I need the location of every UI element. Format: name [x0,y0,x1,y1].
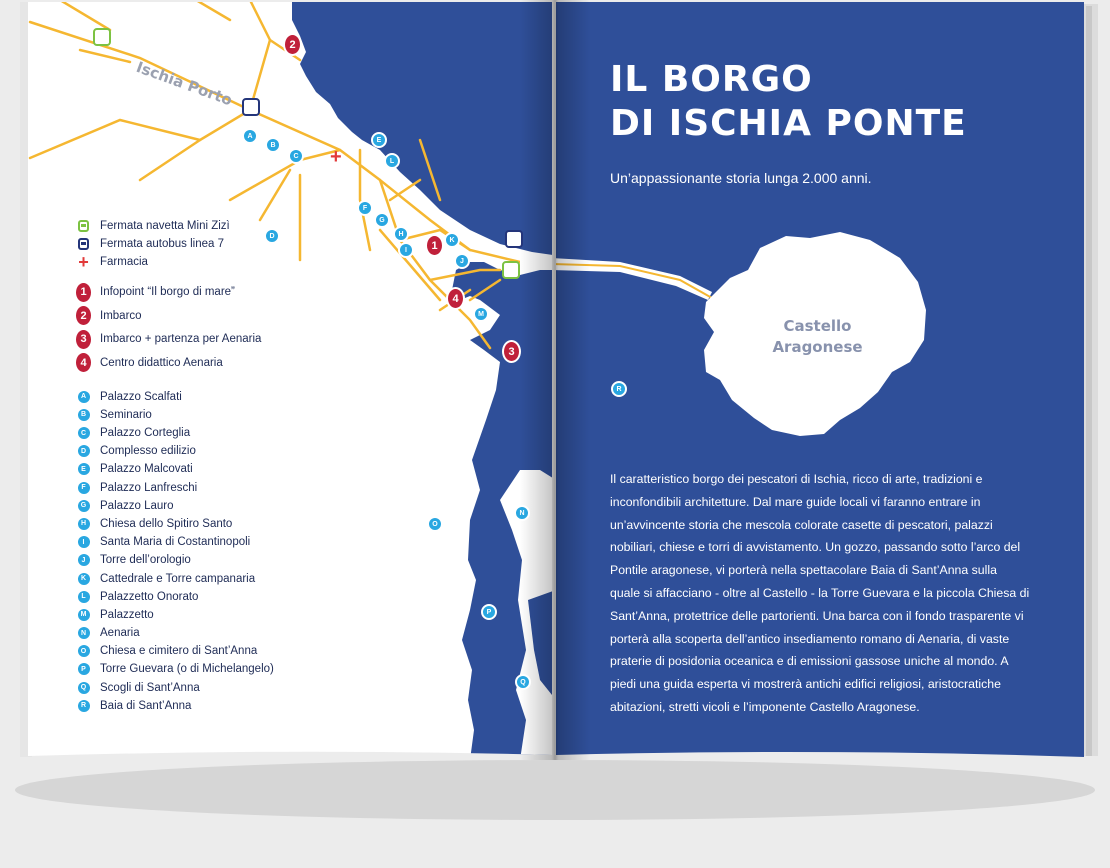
legend-row-lettered [76,515,336,533]
map-poi-f[interactable]: F [357,200,373,216]
legend-label: Palazzo Lanfreschi [100,481,198,494]
legend-row-lettered [76,388,336,406]
legend-row-numbered [76,281,336,305]
letter-badge-icon: H [76,516,91,531]
map-poi-h[interactable]: H [393,226,409,242]
legend-label: Imbarco [100,309,142,322]
letter-badge-icon: G [76,498,91,513]
legend-row-lettered [76,479,336,497]
legend-label: Fermata navetta Mini Zizì [100,220,230,233]
legend-label: Farmacia [100,256,148,269]
map-poi-i[interactable]: I [398,242,414,258]
legend-lettered [76,388,336,715]
legend-label: Complesso edilizio [100,445,196,458]
legend-row-lettered [76,588,336,606]
legend-label: Torre Guevara (o di Michelangelo) [100,663,274,676]
title-line2: DI ISCHIA PONTE [610,103,967,144]
bus-icon [76,237,91,252]
legend-row-service [76,217,336,235]
map-point-3[interactable]: 3 [502,340,521,363]
legend-row-lettered [76,551,336,569]
map-point-4[interactable]: 4 [446,287,465,310]
letter-badge-icon: P [76,662,91,677]
legend-label: Aenaria [100,627,140,640]
letter-badge-icon: F [76,480,91,495]
map-poi-a[interactable]: A [242,128,258,144]
mini-bus-icon [76,219,91,234]
legend-row-lettered [76,424,336,442]
map-poi-e[interactable]: E [371,132,387,148]
legend-row-lettered [76,442,336,460]
legend-row-lettered [76,660,336,678]
page-title [610,58,1030,146]
legend-row-lettered [76,569,336,587]
map-poi-o[interactable]: O [427,516,443,532]
mini-bus-stop-icon[interactable] [93,28,111,46]
letter-badge-icon: M [76,607,91,622]
castle-label-line1: Castello [783,317,852,335]
legend-label: Palazzetto [100,608,154,621]
letter-badge-icon: E [76,462,91,477]
legend-row-service [76,253,336,271]
letter-badge-icon: R [76,698,91,713]
letter-badge-icon: D [76,444,91,459]
pharmacy-cross-icon: + [78,251,89,272]
legend-row-numbered [76,328,336,352]
map-poi-c[interactable]: C [288,148,304,164]
map-poi-g[interactable]: G [374,212,390,228]
letter-badge-icon: J [76,553,91,568]
number-badge-icon: 2 [76,308,91,323]
map-poi-r[interactable]: R [611,381,627,397]
map-poi-q[interactable]: Q [515,674,531,690]
legend-label: Cattedrale e Torre campanaria [100,572,256,585]
map-poi-p[interactable]: P [481,604,497,620]
legend-row-service [76,235,336,253]
legend-label: Infopoint “Il borgo di mare” [100,286,235,299]
letter-badge-icon: Q [76,680,91,695]
map-point-1[interactable]: 1 [425,234,444,257]
legend-row-lettered [76,533,336,551]
legend-row-lettered [76,624,336,642]
legend-label: Torre dell’orologio [100,554,191,567]
legend-row-lettered [76,606,336,624]
letter-badge-icon: O [76,644,91,659]
legend-row-lettered [76,460,336,478]
map-poi-b[interactable]: B [265,137,281,153]
map-poi-j[interactable]: J [454,253,470,269]
legend-row-lettered [76,406,336,424]
map-poi-d[interactable]: D [264,228,280,244]
map-poi-m[interactable]: M [473,306,489,322]
legend-label: Santa Maria di Costantinopoli [100,536,251,549]
map-legend [76,217,336,715]
mini-bus-stop-icon[interactable] [502,261,520,279]
legend-label: Palazzo Lauro [100,499,174,512]
legend-row-numbered [76,304,336,328]
legend-row-lettered [76,697,336,715]
map-poi-k[interactable]: K [444,232,460,248]
legend-label: Scogli di Sant’Anna [100,681,200,694]
legend-label: Imbarco + partenza per Aenaria [100,333,262,346]
legend-row-lettered [76,642,336,660]
gutter-shadow [520,0,590,760]
map-poi-l[interactable]: L [384,153,400,169]
letter-badge-icon: L [76,589,91,604]
bus-stop-icon[interactable] [242,98,260,116]
legend-numbered [76,281,336,375]
map-poi-n[interactable]: N [514,505,530,521]
bus-stop-icon[interactable] [505,230,523,248]
legend-label: Palazzo Scalfati [100,390,182,403]
pharmacy-cross-icon[interactable]: + [330,146,342,168]
letter-badge-icon: C [76,426,91,441]
legend-label: Chiesa e cimitero di Sant’Anna [100,645,258,658]
castle-label [750,316,885,358]
legend-label: Palazzetto Onorato [100,590,199,603]
legend-row-numbered [76,351,336,375]
book-shadow [15,760,1095,820]
ischia-porto-label: Ischia Porto [133,58,235,110]
article-body: Il caratteristico borgo dei pescatori di Ischia, ricco di arte, tradizioni e inconfondibili architetture. Dal mare guide locali vi faranno entrare in un’avvincente storia che mescola colorate casette di pescatori, palazzi nobiliari, chiese e torri di avvistamento. Un gozzo, passando sotto l’arco del Pontile aragonese, vi porterà nella spettacolare Baia di Sant’Anna sulla quale si affacciano - oltre al Castello - la Torre Guevara e la piccola Chiesa di Sant’Anna, protettrice delle partorienti. Una barca con il fondo trasparente vi porterà alla scoperta dell’antico insediamento romano di Aenaria, di vaste praterie di posidonia oceanica e di emissioni gassose uniche al mondo. A piedi una guida esperta vi mostrerà antichi edifici religiosi, aristocratiche abitazioni, stretti vicoli e l’imponente Castello Aragonese. [610,472,1030,714]
legend-label: Baia di Sant’Anna [100,699,192,712]
legend-services [76,217,336,272]
legend-label: Chiesa dello Spitiro Santo [100,517,233,530]
legend-label: Palazzo Malcovati [100,463,193,476]
number-badge-icon: 1 [76,285,91,300]
title-line1: IL BORGO [610,59,813,100]
number-badge-icon: 4 [76,355,91,370]
number-badge-icon: 3 [76,332,91,347]
legend-row-lettered [76,497,336,515]
letter-badge-icon: B [76,407,91,422]
legend-label: Centro didattico Aenaria [100,356,223,369]
legend-label: Fermata autobus linea 7 [100,238,225,251]
legend-row-lettered [76,679,336,697]
letter-badge-icon: I [76,535,91,550]
letter-badge-icon: K [76,571,91,586]
letter-badge-icon: N [76,626,91,641]
castle-label-line2: Aragonese [772,338,863,356]
legend-label: Seminario [100,408,152,421]
letter-badge-icon: A [76,389,91,404]
legend-label: Palazzo Corteglia [100,427,191,440]
subtitle: Un’appassionante storia lunga 2.000 anni. [610,170,872,186]
map-point-2[interactable]: 2 [283,33,302,56]
